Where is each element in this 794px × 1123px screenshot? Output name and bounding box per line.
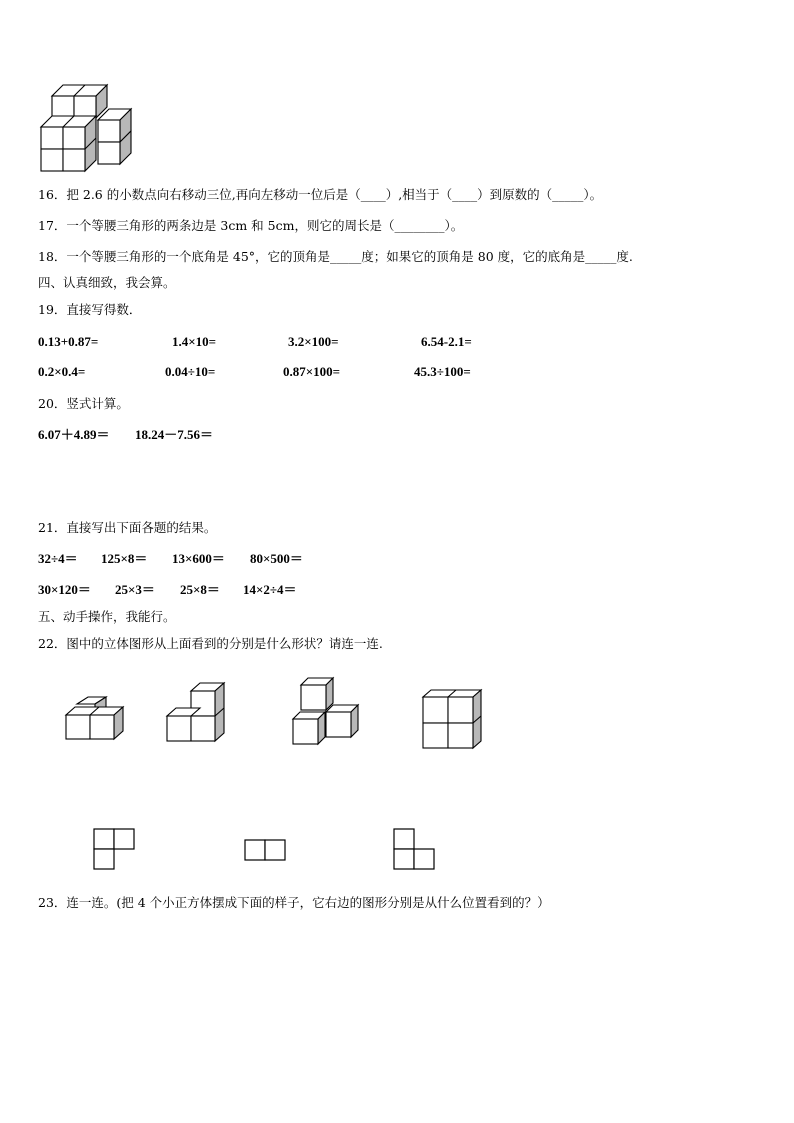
question-text: 直接写得数． [66, 302, 142, 317]
question-17 [38, 218, 463, 234]
question-text: 图中的立体图形从上面看到的分别是什么形状？请连一连. [66, 636, 383, 651]
question-text: 连一连。(把 4 个小正方体摆成下面的样子，它右边的图形分别是从什么位置看到的？） [66, 895, 550, 910]
question-number: 18． [38, 249, 67, 264]
section-heading-4 [38, 275, 176, 291]
section-title: 四、认真细致，我会算。 [38, 275, 176, 290]
calc-item: 30×120＝ [38, 582, 91, 597]
solid-figure-2 [160, 678, 230, 748]
question-text: 竖式计算。 [66, 396, 129, 411]
question-20 [38, 396, 129, 412]
calc-item: 14×2÷4＝ [243, 582, 297, 597]
cube-stack-figure [38, 82, 138, 172]
question-text: 一个等腰三角形的两条边是 3cm 和 5cm，则它的周长是（________）。 [66, 218, 464, 233]
question-16 [38, 187, 602, 203]
question-22 [38, 636, 383, 652]
calc-item: 125×8＝ [101, 551, 148, 566]
calc-item: 32÷4＝ [38, 551, 78, 566]
calc-item: 6.54-2.1= [421, 334, 472, 349]
calc-item: 13×600＝ [172, 551, 225, 566]
solid-figure-3 [288, 674, 363, 749]
question-number: 22． [38, 636, 67, 651]
question-19 [38, 302, 141, 318]
top-view-3 [392, 827, 436, 871]
calc-item: 6.07＋4.89＝ [38, 427, 110, 442]
calc-item: 25×8＝ [180, 582, 220, 597]
question-number: 21． [38, 520, 67, 535]
calc-item: 18.24－7.56＝ [135, 427, 214, 442]
question-number: 16． [38, 187, 67, 202]
top-view-2 [243, 838, 287, 862]
calc-item: 0.13+0.87= [38, 334, 99, 349]
calc-item: 1.4×10= [172, 334, 217, 349]
calc-item: 80×500＝ [250, 551, 303, 566]
calc-item: 0.04÷10= [165, 364, 216, 379]
section-title: 五、动手操作，我能行。 [38, 609, 176, 624]
question-text: 一个等腰三角形的一个底角是 45°，它的顶角是_____度；如果它的顶角是 80 度，它的底角是_____度. [66, 249, 633, 264]
question-number: 23． [38, 895, 67, 910]
question-18 [38, 249, 633, 265]
calc-item: 0.87×100= [283, 364, 341, 379]
question-21 [38, 520, 216, 536]
question-text: 直接写出下面各题的结果。 [66, 520, 217, 535]
question-23 [38, 895, 550, 911]
question-number: 20． [38, 396, 67, 411]
solid-figure-1 [60, 692, 130, 742]
question-text: 把 2.6 的小数点向右移动三位,再向左移动一位后是（____）,相当于（____）到原数的（_____）。 [66, 187, 603, 202]
calc-item: 0.2×0.4= [38, 364, 86, 379]
section-heading-5 [38, 609, 176, 625]
solid-figure-4 [418, 686, 488, 751]
question-number: 17． [38, 218, 67, 233]
calc-item: 25×3＝ [115, 582, 155, 597]
question-number: 19． [38, 302, 67, 317]
calc-item: 45.3÷100= [414, 364, 471, 379]
top-view-1 [92, 826, 136, 870]
calc-item: 3.2×100= [288, 334, 339, 349]
